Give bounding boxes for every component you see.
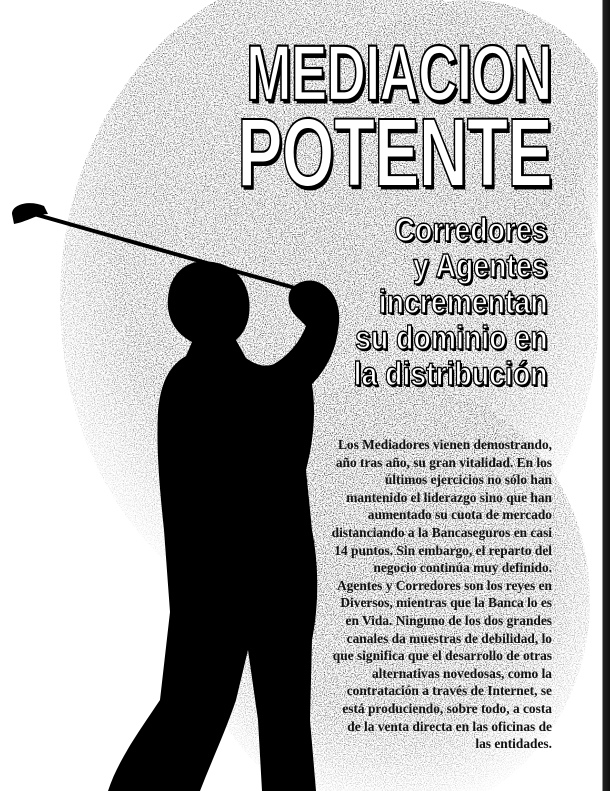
body-line: que significa que el desarrollo de otras xyxy=(332,648,552,664)
body-line: Los Mediadores vienen demostrando, xyxy=(337,437,552,452)
body-line: las entidades. xyxy=(475,736,552,752)
body-line: año tras año, su gran vitalidad. En los xyxy=(335,454,552,470)
body-line: canales da muestras de debilidad, lo xyxy=(346,630,552,646)
title-line-2: POTENTE xyxy=(237,97,552,207)
page-edge-shadow xyxy=(598,0,610,791)
subtitle xyxy=(354,212,548,392)
body-line: 14 puntos. Sin embargo, el reparto del xyxy=(334,542,552,558)
subtitle-line: Corredores xyxy=(395,211,548,248)
body-line: está produciendo, sobre todo, a costa xyxy=(342,700,552,716)
article-intro-paragraph xyxy=(300,436,552,753)
body-line: contratación a través de Internet, se xyxy=(346,683,552,699)
body-line: negocio continúa muy definido. xyxy=(373,560,552,576)
subtitle-line: la distribución xyxy=(354,355,548,392)
subtitle-line: y Agentes xyxy=(413,247,548,284)
body-line: Agentes y Corredores son los reyes en xyxy=(337,577,552,593)
body-line: de la venta directa en las oficinas de xyxy=(347,718,552,734)
body-line: aumentado su cuota de mercado xyxy=(367,507,552,523)
body-line: Diversos, mientras que la Banca lo es xyxy=(340,595,552,611)
subtitle-line: incrementan xyxy=(379,283,548,320)
body-line: últimos ejercicios no sólo han xyxy=(384,472,552,488)
body-line: mantenido el liderazgo sino que han xyxy=(346,489,552,505)
body-line: en Vida. Ninguno de los dos grandes xyxy=(345,612,552,628)
body-line: distanciando a la Bancaseguros en casi xyxy=(331,524,552,540)
title-line-1: MEDIACION xyxy=(246,29,552,117)
body-line: alternativas novedosas, como la xyxy=(371,665,552,681)
subtitle-line: su dominio en xyxy=(355,319,548,356)
